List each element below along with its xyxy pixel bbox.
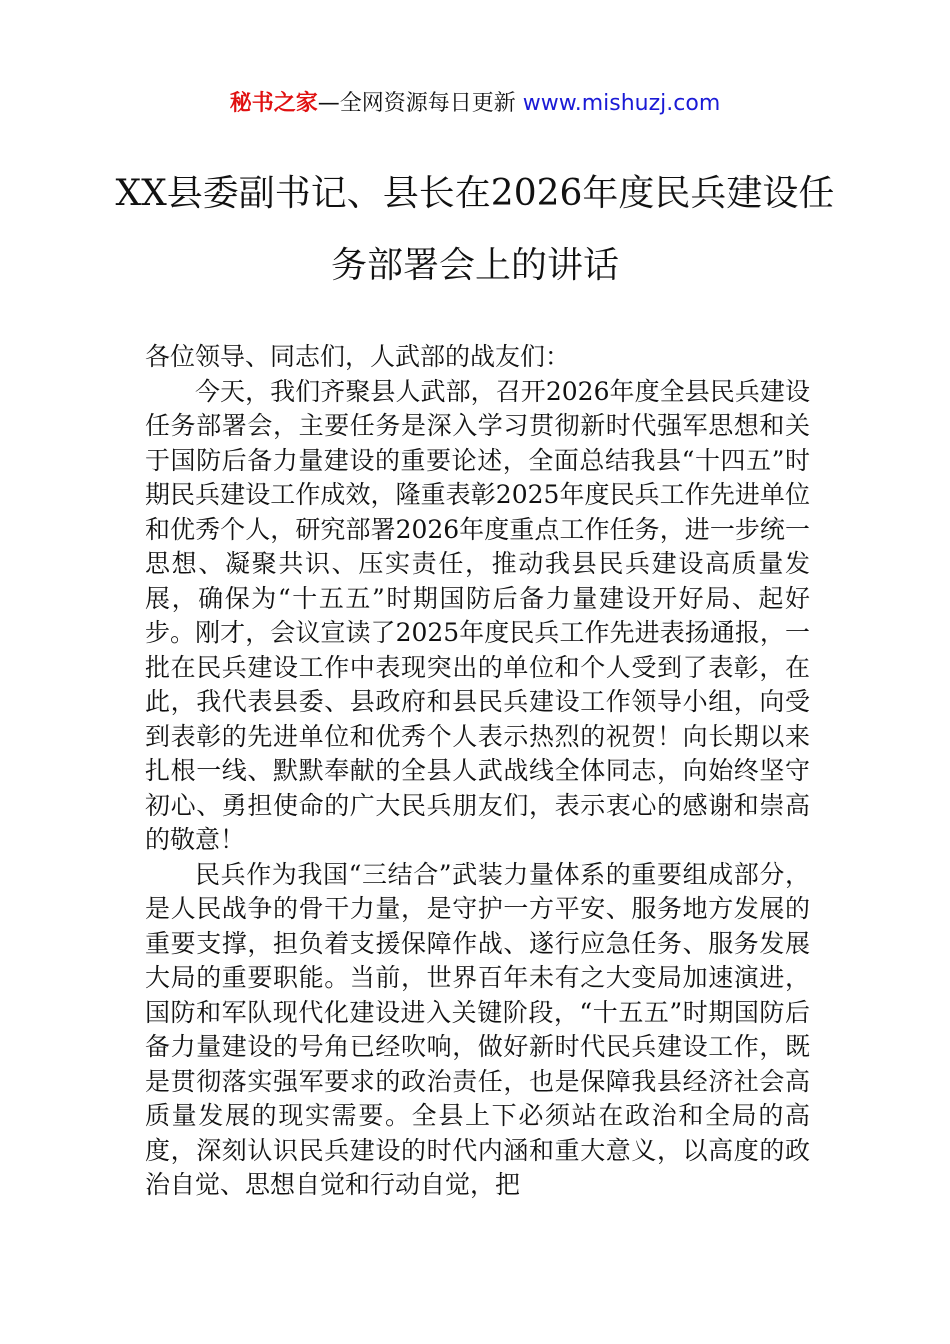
document-title: XX县委副书记、县长在2026年度民兵建设任务部署会上的讲话 <box>115 173 835 286</box>
salutation: 各位领导、同志们，人武部的战友们： <box>145 342 571 371</box>
paragraph: 民兵作为我国“三结合”武装力量体系的重要组成部分，是人民战争的骨干力量，是守护一方平安、服务地方发展的重要支撑，担负着支援保障作战、遂行应急任务、服务发展大局的重要职能。当前，世界百年未有之大变局加速演进，国防和军队现代化建设进入关键阶段，“十五五”时期国防后备力量建设的号角已经吹响，做好新时代民兵建设工作，既是贯彻落实强军要求的政治责任，也是保障我县经济社会高质量发展的现实需要。全县上下必须站在政治和全局的高度，深刻认识民兵建设的时代内涵和重大意义，以高度的政治自觉、思想自觉和行动自觉，把 <box>145 859 810 1199</box>
site-url-link[interactable]: www.mishuzj.com <box>522 91 721 116</box>
document-body <box>145 340 810 1203</box>
paragraph: 今天，我们齐聚县人武部，召开2026年度全县民兵建设任务部署会，主要任务是深入学习贯彻新时代强军思想和关于国防后备力量建设的重要论述，全面总结我县“十四五”时期民兵建设工作成效，隆重表彰2025年度民兵工作先进单位和优秀个人，研究部署2026年度重点工作任务，进一步统一思想、凝聚共识、压实责任，推动我县民兵建设高质量发展，确保为“十五五”时期国防后备力量建设开好局、起好步。刚才，会议宣读了2025年度民兵工作先进表扬通报，一批在民兵建设工作中表现突出的单位和个人受到了表彰，在此，我代表县委、县政府和县民兵建设工作领导小组，向受到表彰的先进单位和优秀个人表示热烈的祝贺！向长期以来扎根一线、默默奉献的全县人武战线全体同志，向始终坚守初心、勇担使命的广大民兵朋友们，表示衷心的感谢和崇高的敬意！ <box>145 376 810 854</box>
site-tagline: —全网资源每日更新 <box>317 91 516 116</box>
site-header <box>0 88 950 120</box>
site-brand: 秘书之家 <box>229 91 318 116</box>
